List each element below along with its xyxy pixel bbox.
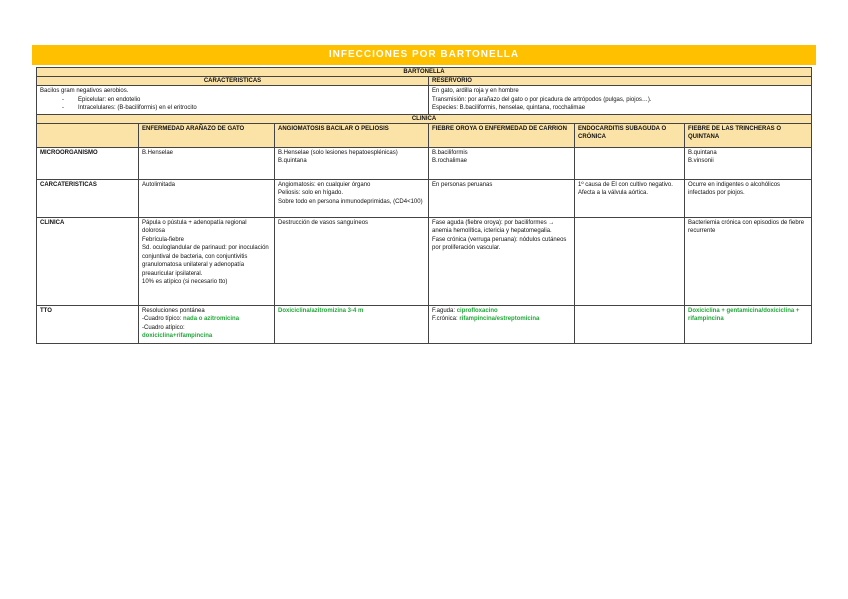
- bartonella-table: [36, 67, 812, 344]
- table-cell: [275, 217, 429, 305]
- cell-line: Bacteriemia crónica con episodios de fiebre recurrente: [688, 219, 805, 234]
- drug-text: nada o azitromicina: [183, 316, 240, 322]
- cell-text: F.crónica:: [432, 316, 460, 322]
- cell-line: Resoluciones pontánea: [142, 307, 205, 314]
- cell-line: B.quintana: [278, 158, 307, 164]
- table-cell: [685, 179, 812, 217]
- reservorio-cell: [429, 86, 812, 115]
- cell-line: Febrícula-fiebre: [142, 236, 185, 243]
- table-row: [37, 147, 812, 179]
- row-label: MICROORGANISMO: [37, 147, 139, 179]
- cell-line: B.Henselae: [142, 149, 174, 156]
- cell-line: Peliosis: solo en hígado.: [278, 190, 344, 196]
- list-item: - Intracelulares: (B-baciliformis) en el eritrocito: [78, 104, 425, 113]
- cell-line: -Cuadro atípico:: [142, 324, 185, 331]
- cell-line: B.Henselae (solo lesiones hepatoesplénicas): [278, 149, 398, 156]
- caracteristicas-header: CARACTERISTICAS: [37, 77, 429, 86]
- reservorio-line: Transmisión: por arañazo del gato o por picadura de artrópodos (pulgas, piojos…).: [432, 96, 652, 103]
- column-header: FIEBRE DE LAS TRINCHERAS O QUINTANA: [685, 123, 812, 147]
- cell-line: Fase aguda (fiebre oroya): por baciliformes → anemia hemolítica, ictericia y hepatomegalia.: [432, 219, 555, 234]
- cell-line: Destrucción de vasos sanguíneos: [278, 219, 369, 226]
- row-label: CARCATERISTICAS: [37, 179, 139, 217]
- cell-line: B.rochalimae: [432, 158, 468, 164]
- cell-line: Autolimitada: [142, 181, 176, 188]
- drug-text: rifampincina/estreptomicina: [459, 316, 540, 322]
- reservorio-line: En gato, ardilla roja y en hombre: [432, 88, 519, 94]
- cell-line: Angiomatosis: en cualquier órgano: [278, 181, 371, 188]
- table-cell: [575, 179, 685, 217]
- table-cell: [429, 147, 575, 179]
- table-cell: [685, 217, 812, 305]
- cell-line: [432, 307, 571, 316]
- table-cell: [685, 305, 812, 343]
- table-cell: [139, 147, 275, 179]
- cell-line: 1º causa de EI con cultivo negativo.: [578, 181, 673, 188]
- column-header: ENFERMEDAD ARAÑAZO DE GATO: [139, 123, 275, 147]
- table-cell: [575, 147, 685, 179]
- table-cell: [275, 147, 429, 179]
- table-row: [37, 179, 812, 217]
- table-cell: [429, 305, 575, 343]
- table-cell: [275, 305, 429, 343]
- table-row: [37, 305, 812, 343]
- caracteristicas-cell: [37, 86, 429, 115]
- drug-text: doxiciclina+rifampincina: [142, 333, 213, 339]
- cell-line: Sobre todo en persona inmunodeprimidas, (CD4<100): [278, 198, 423, 205]
- clinica-band: CLINICA: [37, 114, 812, 123]
- row-label: CLINICA: [37, 217, 139, 305]
- cell-line: [142, 315, 271, 324]
- table-cell: [139, 217, 275, 305]
- column-header: ANGIOMATOSIS BACILAR O PELIOSIS: [275, 123, 429, 147]
- cell-text: -Cuadro típico:: [142, 316, 184, 322]
- reservorio-header: RESERVORIO: [429, 77, 812, 86]
- page-title: INFECCIONES POR BARTONELLA: [32, 45, 816, 65]
- corner-cell: [37, 123, 139, 147]
- table-row: [37, 217, 812, 305]
- cell-line: 10% es atípico (si necesario tto): [142, 279, 228, 285]
- cell-line: B.vinsonii: [688, 158, 714, 164]
- drug-text: ciprofloxacino: [456, 307, 498, 314]
- drug-text: Doxiciclina + gentamicina/doxiciclina + rifampincina: [688, 307, 800, 322]
- cell-line: [432, 315, 571, 324]
- cell-line: Pápula o pústula + adenopatía regional dolorosa: [142, 219, 247, 234]
- reservorio-line: Especies: B.baciliformis, henselae, quintana, rocchalimae: [432, 105, 586, 111]
- column-header: FIEBRE OROYA O ENFERMEDAD DE CARRION: [429, 123, 575, 147]
- cell-line: Fase crónica (verruga peruana): nódulos cutáneos por proliferación vascular.: [432, 236, 567, 251]
- cell-line: Sd. oculoglandular de parinaud: por inoculación conjuntival de bacteria, con conjuntivitis granulomatosa unilateral y adenopatía preauricular ipsilateral.: [142, 245, 269, 277]
- table-cell: [685, 147, 812, 179]
- table-cell: [429, 217, 575, 305]
- column-header: ENDOCARDITIS SUBAGUDA O CRÓNICA: [575, 123, 685, 147]
- table-cell: [575, 217, 685, 305]
- table-cell: [429, 179, 575, 217]
- row-label: TTO: [37, 305, 139, 343]
- caracteristicas-list: [40, 96, 425, 113]
- table-cell: [575, 305, 685, 343]
- cell-line: En personas peruanas: [432, 181, 493, 188]
- caracteristicas-intro: Bacilos gram negativos aerobios.: [40, 88, 129, 94]
- bartonella-band: BARTONELLA: [37, 68, 812, 77]
- table-cell: [139, 305, 275, 343]
- table-cell: [139, 179, 275, 217]
- cell-text: F.aguda:: [432, 307, 457, 314]
- cell-line: B.quintana: [688, 149, 717, 156]
- cell-line: Afecta a la válvula aórtica.: [578, 190, 649, 196]
- cell-line: B.baciliformis: [432, 149, 468, 156]
- cell-line: Ocurre en indigentes o alcohólicos infectados por piojos.: [688, 181, 781, 196]
- table-cell: [275, 179, 429, 217]
- list-item: - Epicelular: en endotelio: [78, 96, 425, 105]
- drug-text: Doxiciclina/azitromizina 3-4 m: [278, 307, 364, 314]
